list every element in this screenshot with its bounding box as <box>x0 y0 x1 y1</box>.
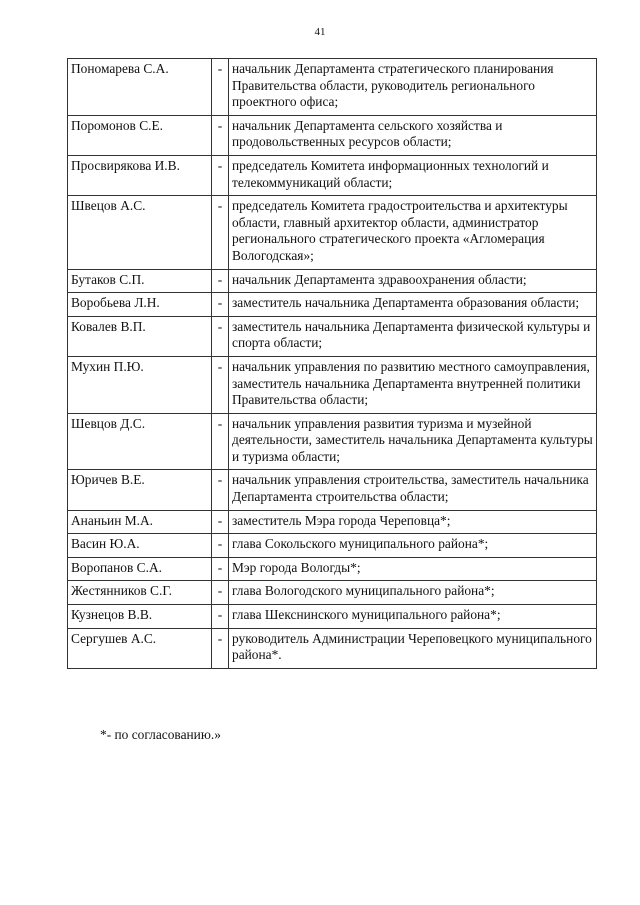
member-role: председатель Комитета информационных технологий и телекоммуникаций области; <box>229 155 597 195</box>
dash-separator: - <box>212 510 229 534</box>
member-role: начальник Департамента стратегического планирования Правительства области, руководитель регионального проектного офиса; <box>229 59 597 116</box>
member-name: Воробьева Л.Н. <box>68 293 212 317</box>
member-name: Мухин П.Ю. <box>68 356 212 413</box>
member-role: руководитель Администрации Череповецкого муниципального района*. <box>229 628 597 668</box>
table-row <box>68 581 597 605</box>
member-role: начальник управления развития туризма и музейной деятельности, заместитель начальника Департамента культуры и туризма области; <box>229 413 597 470</box>
members-table-body <box>68 59 597 669</box>
member-role: заместитель начальника Департамента образования области; <box>229 293 597 317</box>
table-row <box>68 316 597 356</box>
dash-separator: - <box>212 269 229 293</box>
dash-separator: - <box>212 557 229 581</box>
table-row <box>68 356 597 413</box>
member-name: Васин Ю.А. <box>68 534 212 558</box>
page-number: 41 <box>314 26 326 38</box>
member-role: Мэр города Вологды*; <box>229 557 597 581</box>
member-name: Воропанов С.А. <box>68 557 212 581</box>
member-name: Сергушев А.С. <box>68 628 212 668</box>
table-row <box>68 269 597 293</box>
table-row <box>68 155 597 195</box>
table-row <box>68 534 597 558</box>
dash-separator: - <box>212 356 229 413</box>
member-role: заместитель начальника Департамента физической культуры и спорта области; <box>229 316 597 356</box>
table-row <box>68 196 597 269</box>
dash-separator: - <box>212 470 229 510</box>
member-name: Поромонов С.Е. <box>68 115 212 155</box>
member-name: Бутаков С.П. <box>68 269 212 293</box>
table-row <box>68 470 597 510</box>
table-row <box>68 59 597 116</box>
table-row <box>68 510 597 534</box>
member-name: Швецов А.С. <box>68 196 212 269</box>
table-row <box>68 293 597 317</box>
table-row <box>68 628 597 668</box>
dash-separator: - <box>212 115 229 155</box>
dash-separator: - <box>212 534 229 558</box>
member-role: председатель Комитета градостроительства и архитектуры области, главный архитектор области, администратор регионального стратегического проекта «Агломерация Вологодская»; <box>229 196 597 269</box>
member-role: заместитель Мэра города Череповца*; <box>229 510 597 534</box>
member-role: начальник Департамента сельского хозяйства и продовольственных ресурсов области; <box>229 115 597 155</box>
footnote: *- по согласованию.» <box>100 727 221 742</box>
dash-separator: - <box>212 316 229 356</box>
member-name: Просвирякова И.В. <box>68 155 212 195</box>
member-role: глава Шекснинского муниципального района*; <box>229 605 597 629</box>
member-role: глава Сокольского муниципального района*; <box>229 534 597 558</box>
dash-separator: - <box>212 196 229 269</box>
member-name: Ковалев В.П. <box>68 316 212 356</box>
member-name: Жестянников С.Г. <box>68 581 212 605</box>
member-name: Кузнецов В.В. <box>68 605 212 629</box>
dash-separator: - <box>212 628 229 668</box>
member-name: Пономарева С.А. <box>68 59 212 116</box>
member-role: начальник Департамента здравоохранения области; <box>229 269 597 293</box>
member-name: Ананьин М.А. <box>68 510 212 534</box>
table-row <box>68 605 597 629</box>
member-role: начальник управления по развитию местного самоуправления, заместитель начальника Департамента внутренней политики Правительства области; <box>229 356 597 413</box>
dash-separator: - <box>212 293 229 317</box>
members-table <box>67 58 597 669</box>
member-role: начальник управления строительства, заместитель начальника Департамента строительства области; <box>229 470 597 510</box>
dash-separator: - <box>212 605 229 629</box>
member-name: Шевцов Д.С. <box>68 413 212 470</box>
member-name: Юричев В.Е. <box>68 470 212 510</box>
table-row <box>68 115 597 155</box>
dash-separator: - <box>212 155 229 195</box>
dash-separator: - <box>212 581 229 605</box>
dash-separator: - <box>212 413 229 470</box>
table-row <box>68 413 597 470</box>
dash-separator: - <box>212 59 229 116</box>
member-role: глава Вологодского муниципального района*; <box>229 581 597 605</box>
table-row <box>68 557 597 581</box>
